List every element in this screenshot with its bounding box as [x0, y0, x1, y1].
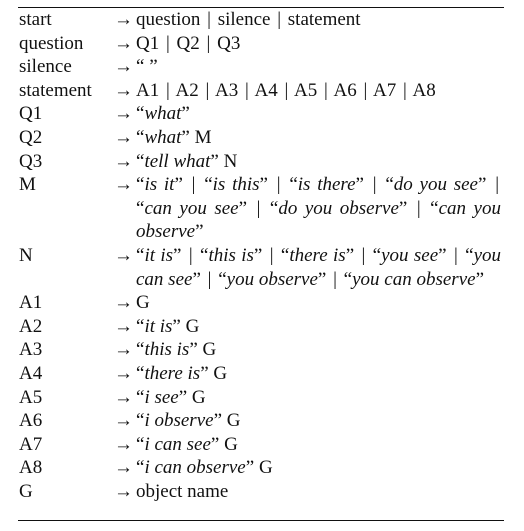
grammar-rule: [19, 126, 505, 150]
rule-rhs: [136, 315, 501, 339]
alternative-separator: |: [361, 244, 366, 266]
nonterminal-symbol: M: [194, 126, 212, 148]
terminal-literal: “is this”: [204, 174, 268, 196]
rule-arrow: →: [114, 362, 133, 384]
alternative-separator: |: [207, 9, 211, 30]
rule-lhs: Q3: [19, 150, 43, 172]
rule-rhs: [136, 480, 501, 504]
terminal-literal: “ ”: [136, 56, 158, 78]
terminal-literal: “do you observe”: [269, 197, 408, 219]
nonterminal-symbol: G: [185, 315, 200, 337]
rule-rhs: [136, 456, 501, 480]
grammar-rule: [19, 291, 505, 315]
alternative-separator: |: [402, 79, 407, 101]
terminal-literal: “there is”: [280, 244, 355, 266]
nonterminal-symbol: A3: [215, 79, 239, 101]
grammar-rule: [19, 433, 505, 457]
terminal-literal: “what”: [136, 103, 190, 125]
nonterminal-symbol: A8: [412, 79, 436, 101]
rule-rhs: [136, 150, 501, 174]
rule-arrow: →: [114, 386, 133, 408]
rule-rhs: [136, 173, 501, 244]
terminal-literal: “can you observe”: [136, 197, 501, 243]
alternative-separator: |: [276, 174, 281, 196]
rule-rhs: [136, 291, 501, 315]
terminal-literal: “this is”: [136, 339, 198, 361]
grammar-rule: [19, 480, 505, 504]
alternative-separator: |: [191, 174, 196, 196]
terminal-literal: “you can see”: [136, 244, 502, 290]
terminal-literal: “there is”: [136, 362, 209, 384]
alternative-separator: |: [372, 174, 377, 196]
rule-lhs: A6: [19, 410, 43, 432]
alternative-separator: |: [269, 244, 274, 266]
rule-lhs: M: [19, 174, 36, 196]
rule-lhs: A4: [19, 362, 43, 384]
rule-lhs: start: [19, 9, 52, 30]
terminal-literal: “what”: [136, 126, 190, 148]
rule-arrow: →: [114, 315, 133, 337]
terminal-literal: “do you see”: [385, 174, 487, 196]
rule-lhs: A8: [19, 457, 43, 479]
rule-arrow: →: [114, 103, 133, 125]
terminal-literal: “i see”: [136, 386, 188, 408]
nonterminal-symbol: Q1: [136, 32, 160, 54]
grammar-rule: [19, 150, 505, 174]
terminal-literal: “it is”: [136, 244, 182, 266]
alternative-separator: |: [244, 79, 249, 101]
terminal-literal: “this is”: [200, 244, 263, 266]
alternative-separator: |: [284, 79, 289, 101]
rule-rhs: [136, 244, 501, 291]
rule-lhs: question: [19, 32, 84, 54]
rule-lhs: Q1: [19, 103, 43, 125]
rule-lhs: Q2: [19, 126, 43, 148]
rule-lhs: A5: [19, 386, 43, 408]
rule-rhs: [136, 8, 501, 32]
rule-lhs: A7: [19, 433, 43, 455]
rule-rhs: [136, 362, 501, 386]
nonterminal-symbol: G: [226, 410, 241, 432]
alternative-separator: |: [165, 32, 170, 54]
rule-rhs: [136, 126, 501, 150]
grammar-rule: [19, 55, 505, 79]
nonterminal-symbol: A2: [175, 79, 199, 101]
nonterminal-symbol: G: [213, 362, 228, 384]
alternative-separator: |: [205, 79, 210, 101]
rule-rhs: [136, 102, 501, 126]
nonterminal-symbol: G: [136, 292, 150, 314]
rule-rhs: [136, 386, 501, 410]
terminal-literal: “you see”: [372, 244, 447, 266]
rule-arrow: →: [114, 292, 133, 314]
nonterminal-symbol: A1: [136, 79, 160, 101]
rule-lhs: A2: [19, 315, 43, 337]
nonterminal-symbol: A7: [373, 79, 397, 101]
alternative-separator: |: [188, 244, 193, 266]
alternative-separator: |: [333, 268, 337, 290]
nonterminal-symbol: question: [136, 9, 201, 30]
rule-lhs: A1: [19, 292, 43, 314]
nonterminal-symbol: G: [202, 339, 217, 361]
nonterminal-symbol: G: [258, 457, 273, 479]
terminal-literal: “can you see”: [136, 197, 248, 219]
rule-lhs: silence: [19, 56, 72, 78]
grammar-rule: [19, 173, 505, 244]
nonterminal-symbol: Q3: [217, 32, 241, 54]
nonterminal-symbol: A4: [254, 79, 278, 101]
grammar-rule: [19, 409, 505, 433]
grammar-rule: [19, 338, 505, 362]
nonterminal-symbol: statement: [287, 9, 361, 30]
rule-rhs: [136, 433, 501, 457]
alternative-separator: |: [495, 174, 500, 196]
terminal-literal: “is there”: [289, 174, 364, 196]
rule-arrow: →: [114, 126, 133, 148]
rule-arrow: →: [114, 433, 133, 455]
alternative-separator: |: [363, 79, 368, 101]
grammar-rule: [19, 386, 505, 410]
alternative-separator: |: [277, 9, 282, 30]
rule-arrow: →: [114, 480, 133, 502]
terminal-literal: “you observe”: [218, 268, 327, 290]
rule-rhs: [136, 409, 501, 433]
grammar-rule: [19, 32, 505, 56]
rule-arrow: →: [114, 174, 133, 196]
rule-lhs: A3: [19, 339, 43, 361]
bottom-rule: [18, 520, 504, 521]
alternative-separator: |: [453, 244, 458, 266]
rule-arrow: →: [114, 244, 133, 266]
rule-rhs: [136, 338, 501, 362]
nonterminal-symbol: silence: [217, 9, 271, 30]
alternative-separator: |: [256, 197, 261, 219]
rule-arrow: →: [114, 410, 133, 432]
alternative-separator: |: [206, 32, 211, 54]
nonterminal-symbol: A5: [294, 79, 318, 101]
rule-rhs: [136, 55, 501, 79]
alternative-separator: |: [416, 197, 421, 219]
alternative-separator: |: [323, 79, 328, 101]
terminal-literal: “is it”: [136, 174, 183, 196]
terminal-literal: “i observe”: [136, 410, 222, 432]
rule-arrow: →: [114, 150, 133, 172]
nonterminal-symbol: object name: [136, 480, 229, 502]
rule-rhs: [136, 32, 501, 56]
nonterminal-symbol: N: [223, 150, 238, 172]
rule-arrow: →: [114, 79, 133, 101]
grammar-rules: [19, 8, 505, 503]
grammar-rule: [19, 79, 505, 103]
grammar-rule: [19, 456, 505, 480]
rule-arrow: →: [114, 9, 133, 30]
alternative-separator: |: [165, 79, 170, 101]
nonterminal-symbol: G: [224, 433, 238, 455]
rule-lhs: G: [19, 480, 33, 502]
nonterminal-symbol: A6: [333, 79, 357, 101]
grammar-rule: [19, 8, 505, 32]
nonterminal-symbol: G: [191, 386, 206, 408]
alternative-separator: |: [207, 268, 212, 290]
terminal-literal: “i can see”: [136, 433, 220, 455]
terminal-literal: “you can observe”: [343, 268, 485, 290]
rule-arrow: →: [114, 56, 133, 78]
grammar-rule: [19, 102, 505, 126]
rule-arrow: →: [114, 457, 133, 479]
rule-arrow: →: [114, 339, 133, 361]
rule-rhs: [136, 79, 501, 103]
grammar-rule: [19, 315, 505, 339]
nonterminal-symbol: Q2: [176, 32, 200, 54]
terminal-literal: “it is”: [136, 315, 181, 337]
grammar-rule: [19, 362, 505, 386]
rule-lhs: N: [19, 244, 33, 266]
rule-arrow: →: [114, 32, 133, 54]
grammar-rule: [19, 244, 505, 291]
rule-lhs: statement: [19, 79, 92, 101]
terminal-literal: “i can observe”: [136, 457, 255, 479]
terminal-literal: “tell what”: [136, 150, 219, 172]
